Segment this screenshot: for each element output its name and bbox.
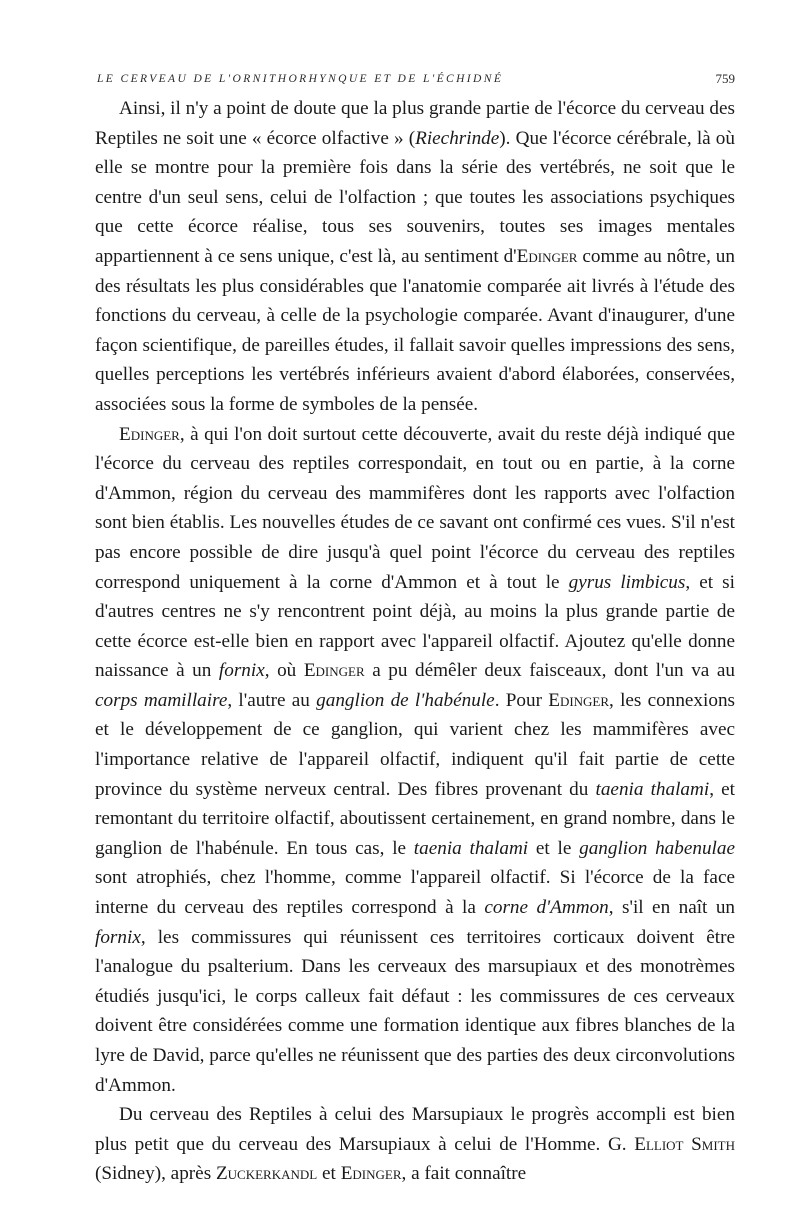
text-run: , les connexions et le développement de ce ganglion, qui varient chez les mammifères avec l'importance relative de l'appareil olfactif, indiquent qu'il fait partie de cette province du système nerveux central. Des fibres provenant du [95,689,736,800]
text-run: comme au nôtre, un des résultats les plus considérables que l'anatomie comparée ait livrés à l'étude des fonctions du cerveau, à celle de la psychologie comparée. Avant d'inaugurer, d'une façon scientifique, de pareilles études, il fallait savoir quelles impressions des sens, quelles perceptions les vertébrés inférieurs avaient d'abord élaborées, conservées, associées sous la forme de symboles de la pensée. [95,245,735,415]
italic-term: ganglion habenulae [579,837,735,859]
text-run: , à qui l'on doit surtout cette découverte, avait du reste déjà indiqué que l'écorce du cerveau des reptiles correspondait, en tout ou en partie, à la corne d'Ammon, région du cerveau des mammifères dont les rapports avec l'olfaction sont bien établis. Les nouvelles études de ce savant ont confirmé ces vues. S'il n'est pas encore possible de dire jusqu'à quel point l'écorce du cerveau des reptiles correspond uniquement à la corne d'Ammon et à tout le [95,423,735,593]
text-run: et [317,1163,341,1185]
text-run: , et remontant du territoire olfactif, aboutissent certainement, en grand nombre, dans le ganglion de l'habénule. En tous cas, le [95,778,735,859]
text-run: , où [264,660,304,682]
author-name: Edinger [119,423,180,445]
text-run: a pu démêler deux faisceaux, dont l'un va au [364,660,735,682]
italic-term: ganglion de l'habénule [316,689,495,711]
italic-term: taenia thalami [595,778,710,800]
author-name: Edinger [548,689,610,711]
text-run: Du cerveau des Reptiles à celui des Marsupiaux le progrès accompli est bien plus petit que du cerveau des Marsupiaux à celui de l'Homme. G. [95,1104,735,1155]
author-name: Edinger [303,660,365,682]
text-run: , s'il en naît un [608,897,736,919]
author-name: Elliot Smith [634,1133,736,1155]
text-run: Ainsi, il n'y a point de doute que la plus grande partie de l'écorce du cerveau des Reptiles ne soit une « écorce olfactive » ( [95,98,735,149]
paragraph [95,94,735,420]
italic-term: corne d'Ammon [484,897,609,919]
text-run: , et si d'autres centres ne s'y rencontrent point déjà, au moins la plus grande partie de cette écorce est-elle bien en rapport avec l'appareil olfactif. Ajoutez qu'elle donne naissance à un [95,571,735,682]
italic-term: fornix [95,926,141,948]
text-run: et le [528,837,580,859]
running-title: LE CERVEAU DE L'ORNITHORHYNQUE ET DE L'ÉCHIDNÉ [97,73,504,85]
text-run: , les commissures qui réunissent ces territoires corticaux doivent être l'analogue du psalterium. Dans les cerveaux des marsupiaux et des monotrèmes étudiés jusqu'ici, le corps calleux fait défaut : les commissures de ces cerveaux doivent être considérées comme une formation identique aux fibres blanches de la lyre de David, parce qu'elles ne réunissent que des parties des deux circonvolutions d'Ammon. [95,926,735,1096]
paragraph [95,1100,735,1189]
text-run: , l'autre au [227,689,317,711]
text-run: , a fait connaître [401,1163,527,1185]
book-page [95,68,735,1189]
text-run: . Pour [494,689,549,711]
italic-term: taenia thalami [413,837,529,859]
text-run: ). Que l'écorce cérébrale, là où elle se montre pour la première fois dans la série des vertébrés, ne soit que le centre d'un seul sens, celui de l'olfaction ; que toutes les associations psychiques que cette écorce réalise, tous ses souvenirs, toutes ses images mentales appartiennent à ce sens unique, c'est là, au sentiment d' [95,127,735,267]
author-name: Edinger [340,1163,402,1185]
paragraph [95,420,735,1101]
page-number: 759 [715,71,735,86]
author-name: Edinger [516,245,578,267]
italic-term: Riechrinde [415,127,500,149]
author-name: Zuckerkandl [215,1163,318,1185]
text-run: sont atrophiés, chez l'homme, comme l'appareil olfactif. Si l'écorce de la face interne du cerveau des reptiles correspond à la [95,867,735,919]
running-head [95,68,735,92]
text-run: (Sidney), après [95,1163,216,1185]
italic-term: fornix [218,660,265,682]
italic-term: gyrus limbicus [568,571,686,593]
body-text [95,94,735,1189]
italic-term: corps mamillaire [95,689,228,711]
